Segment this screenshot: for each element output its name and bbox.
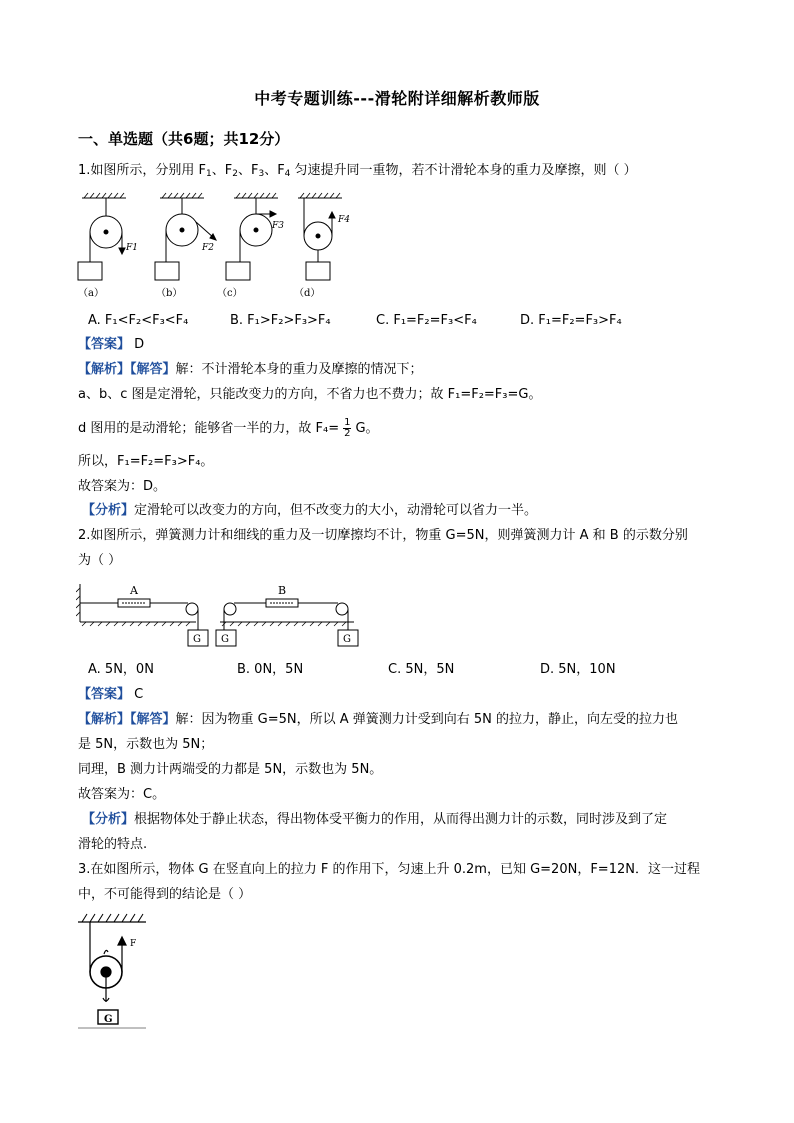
q1-option-a[interactable]: A. F₁<F₂<F₃<F₄ bbox=[88, 313, 189, 328]
q3-stem-1: 3.在如图所示，物体 G 在竖直向上的拉力 F 的作用下，匀速上升 0.2m，已知 G=20N，F=12N．这一过程 bbox=[78, 862, 700, 877]
q3-label-f: F bbox=[130, 939, 137, 949]
q1-analysis-3: d 图用的是动滑轮；能够省一半的力，故 F₄= $\frac{1}{2}$ G。 bbox=[78, 417, 379, 439]
q1-analysis-1: 【解析】【解答】解：不计滑轮本身的重力及摩擦的情况下； bbox=[78, 362, 423, 377]
q1-analysis-4: 所以，F₁=F₂=F₃>F₄。 bbox=[78, 454, 214, 469]
q2-stem-1: 2.如图所示，弹簧测力计和细线的重力及一切摩擦均不计，物重 G=5N，则弹簧测力计 A 和 B 的示数分别 bbox=[78, 528, 688, 543]
q2-analysis-3: 同理，B 测力计两端受的力都是 5N，示数也为 5N。 bbox=[78, 762, 383, 777]
q2-answer: 【答案】 C bbox=[78, 687, 144, 702]
fraction-half: $\frac{1}{2}$ bbox=[344, 417, 351, 439]
q1-analysis-2: a、b、c 图是定滑轮，只能改变力的方向，不省力也不费力；故 F₁=F₂=F₃=G。 bbox=[78, 387, 542, 402]
q2-label-g1: G bbox=[193, 634, 201, 645]
q1-force-label-4: F4 bbox=[338, 215, 350, 225]
q1-comment: 【分析】定滑轮可以改变力的方向，但不改变力的大小，动滑轮可以省力一半。 bbox=[82, 503, 538, 518]
q1-fig-label-a: （a） bbox=[78, 288, 104, 299]
q2-comment-1: 【分析】根据物体处于静止状态，得出物体受平衡力的作用，从而得出测力计的示数，同时涉及到了定 bbox=[82, 812, 668, 827]
q2-label-a: A bbox=[130, 584, 138, 597]
q2-option-c[interactable]: C. 5N，5N bbox=[388, 662, 455, 677]
q1-fig-label-c: （c） bbox=[217, 288, 243, 299]
q2-analysis-1: 【解析】【解答】解：因为物重 G=5N，所以 A 弹簧测力计受到向右 5N 的拉力，静止，向左受的拉力也 bbox=[78, 712, 679, 727]
q1-figure bbox=[76, 192, 366, 302]
q3-stem-2: 中，不可能得到的结论是（ ） bbox=[78, 887, 252, 902]
q1-answer: 【答案】 D bbox=[78, 337, 145, 352]
q3-label-g: G bbox=[104, 1014, 113, 1025]
q1-analysis-5: 故答案为：D。 bbox=[78, 479, 167, 494]
q1-fig-label-d: （d） bbox=[294, 288, 321, 299]
q2-option-b[interactable]: B. 0N，5N bbox=[237, 662, 304, 677]
section-heading: 一、单选题（共6题；共12分） bbox=[78, 130, 290, 148]
q2-label-g3: G bbox=[343, 634, 351, 645]
q1-option-b[interactable]: B. F₁>F₂>F₃>F₄ bbox=[230, 313, 331, 328]
q1-force-label-1: F1 bbox=[126, 243, 138, 253]
q2-label-g2: G bbox=[221, 634, 229, 645]
document-title: 中考专题训练---滑轮附详细解析教师版 bbox=[254, 89, 540, 108]
q1-option-d[interactable]: D. F₁=F₂=F₃>F₄ bbox=[520, 313, 622, 328]
q1-stem: 1.如图所示，分别用 $F_1$、$F_2$、$F_3$、$F_4$ 匀速提升同一重物，若不计滑轮本身的重力及摩擦，则（ ） bbox=[78, 163, 637, 179]
q1-fig-label-b: （b） bbox=[156, 288, 183, 299]
q1-force-label-2: F2 bbox=[202, 243, 214, 253]
q2-option-d[interactable]: D. 5N，10N bbox=[540, 662, 616, 677]
q2-stem-2: 为（ ） bbox=[78, 553, 122, 568]
q2-analysis-2: 是 5N，示数也为 5N； bbox=[78, 737, 214, 752]
q2-option-a[interactable]: A. 5N，0N bbox=[88, 662, 154, 677]
q3-figure bbox=[76, 910, 152, 1030]
q1-force-label-3: F3 bbox=[272, 221, 284, 231]
q2-label-b: B bbox=[278, 584, 287, 597]
q1-option-c[interactable]: C. F₁=F₂=F₃<F₄ bbox=[376, 313, 477, 328]
q2-analysis-4: 故答案为：C。 bbox=[78, 787, 166, 802]
q2-figure bbox=[76, 578, 360, 650]
q2-comment-2: 滑轮的特点. bbox=[78, 837, 148, 852]
